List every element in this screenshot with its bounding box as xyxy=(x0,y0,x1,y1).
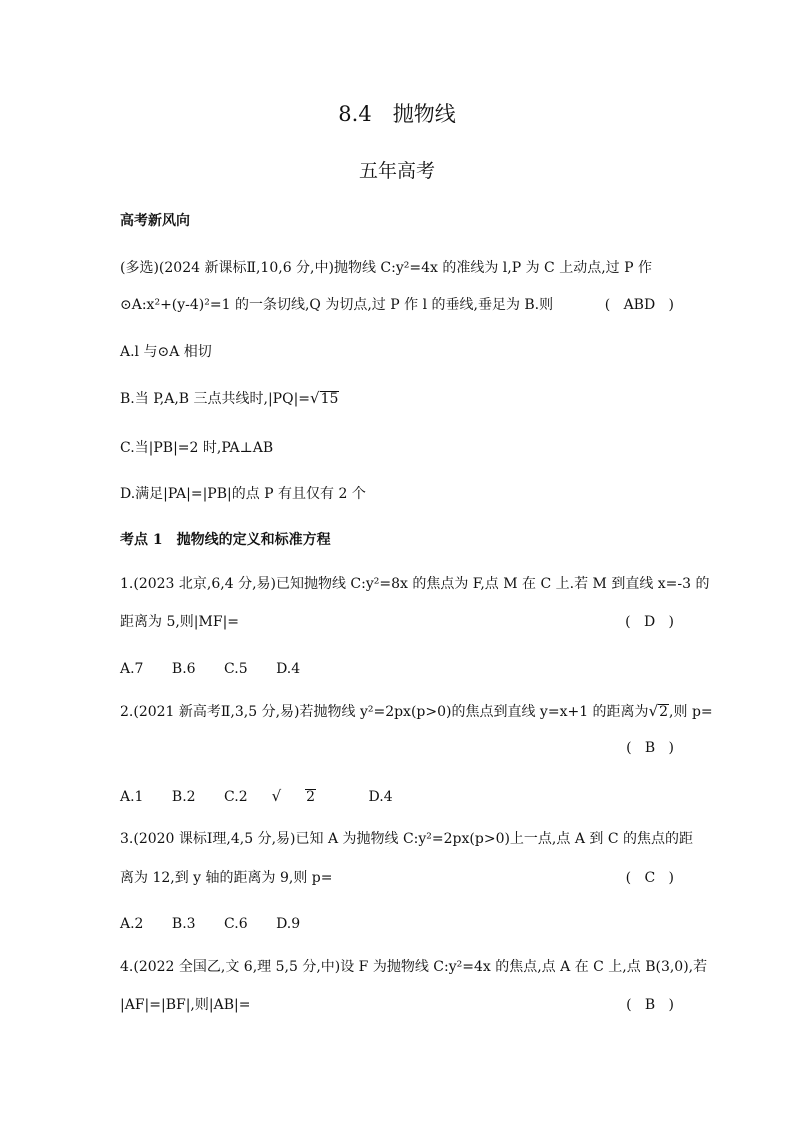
q1-option-a: A.7 xyxy=(120,661,144,677)
q3-line-2: 离为 12,到 y 轴的距离为 9,则 p= xyxy=(120,870,333,886)
q0-option-d: D.满足|PA|=|PB|的点 P 有且仅有 2 个 xyxy=(120,486,366,502)
q3-option-b: B.3 xyxy=(171,916,196,932)
q0-line-2: ⊙A:x²+(y-4)²=1 的一条切线,Q 为切点,过 P 作 l 的垂线,垂足为 B.则 xyxy=(120,297,554,313)
q2-options xyxy=(120,786,417,807)
q2-option-c-radicand: 2 xyxy=(306,789,316,805)
q0-option-a: A.l 与⊙A 相切 xyxy=(120,344,212,360)
q0-answer: ( ABD ) xyxy=(604,297,674,313)
q1-answer-text: D xyxy=(643,614,656,630)
q0-line-1: (多选)(2024 新课标Ⅱ,10,6 分,中)抛物线 C:y²=4x 的准线为 l,P 为 C 上动点,过 P 作 xyxy=(120,260,652,276)
q4-line-1: 4.(2022 全国乙,文 6,理 5,5 分,中)设 F 为抛物线 C:y²=4x 的焦点,点 A 在 C 上,点 B(3,0),若 xyxy=(120,959,708,975)
q4-line-2: |AF|=|BF|,则|AB|= xyxy=(120,997,251,1013)
q0-option-c: C.当|PB|=2 时,PA⊥AB xyxy=(120,440,274,456)
q2-line-1-tail: ,则 p= xyxy=(669,704,713,720)
q2-line-1-text: 2.(2021 新高考Ⅱ,3,5 分,易)若抛物线 y²=2px(p>0)的焦点到直线 y=x+1 的距离为 xyxy=(120,704,649,720)
q2-line-1 xyxy=(120,701,713,722)
q3-option-c: C.6 xyxy=(224,916,248,932)
q3-option-d: D.9 xyxy=(276,916,301,932)
sqrt-sign-icon: √ xyxy=(310,389,320,407)
page-title: 8.4 抛物线 xyxy=(338,102,456,126)
q2-answer-text: B xyxy=(644,740,656,756)
q3-option-a: A.2 xyxy=(120,916,144,932)
q1-line-1: 1.(2023 北京,6,4 分,易)已知抛物线 C:y²=8x 的焦点为 F,点 M 在 C 上.若 M 到直线 x=-3 的 xyxy=(120,576,710,592)
q3-options xyxy=(120,914,324,934)
q1-answer: ( D ) xyxy=(625,614,674,630)
q2-line-1-radicand: 2 xyxy=(659,704,669,720)
section-heading-new-trends: 高考新风向 xyxy=(120,213,190,229)
q3-line-1: 3.(2020 课标Ⅰ理,4,5 分,易)已知 A 为抛物线 C:y²=2px(p>0)上一点,点 A 到 C 的焦点的距 xyxy=(120,831,694,847)
q1-option-c: C.5 xyxy=(224,661,248,677)
q4-answer: ( B ) xyxy=(626,997,674,1013)
q1-option-b: B.6 xyxy=(171,661,196,677)
q1-options xyxy=(120,659,324,679)
q0-option-b-text: B.当 P,A,B 三点共线时,|PQ|= xyxy=(120,391,311,407)
q1-line-2: 距离为 5,则|MF|= xyxy=(120,614,240,630)
sqrt-sign-icon: √ xyxy=(271,787,282,805)
q3-answer-text: C xyxy=(644,870,656,886)
page-subtitle: 五年高考 xyxy=(358,160,435,182)
q0-answer-text: ABD xyxy=(623,297,656,313)
q0-option-b xyxy=(120,388,339,409)
q1-option-d: D.4 xyxy=(276,661,301,677)
q2-option-d: D.4 xyxy=(368,789,393,805)
q0-option-b-radicand: 15 xyxy=(320,391,339,407)
q3-answer: ( C ) xyxy=(625,870,674,886)
q2-option-c-text: C.2 xyxy=(224,789,248,805)
q2-answer: ( B ) xyxy=(626,740,674,756)
q4-answer-text: B xyxy=(644,997,656,1013)
q2-option-a: A.1 xyxy=(120,789,144,805)
section-heading-topic-1: 考点 1 抛物线的定义和标准方程 xyxy=(120,532,331,548)
sqrt-sign-icon: √ xyxy=(648,702,659,720)
q2-option-b: B.2 xyxy=(171,789,196,805)
q2-option-c xyxy=(224,789,340,805)
